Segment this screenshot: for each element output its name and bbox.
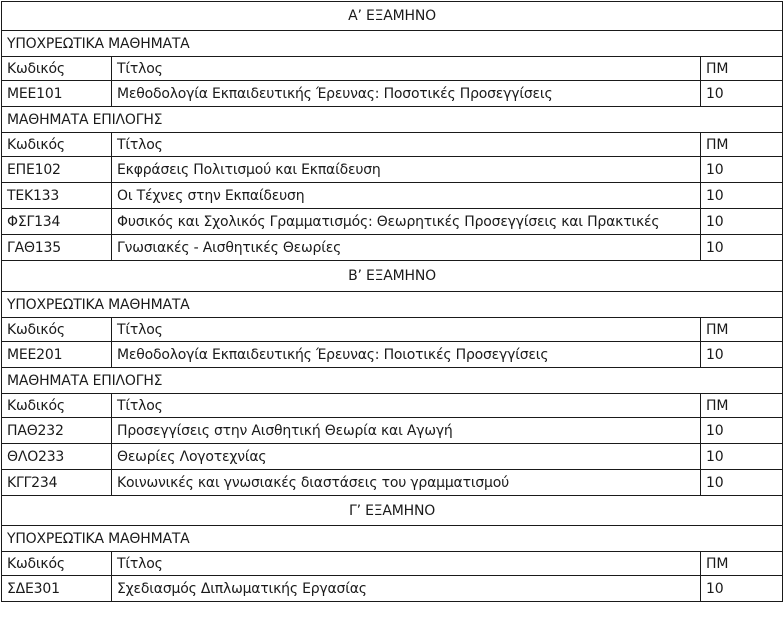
semester-title: Β’ ΕΞΑΜΗΝΟ — [2, 261, 783, 292]
course-title: Θεωρίες Λογοτεχνίας — [112, 444, 701, 470]
course-pm: 10 — [701, 183, 783, 209]
course-code: ΠΑΘ232 — [2, 418, 112, 444]
section-label-required: ΥΠΟΧΡΕΩΤΙΚΑ ΜΑΘΗΜΑΤΑ — [2, 292, 783, 318]
section-label-required: ΥΠΟΧΡΕΩΤΙΚΑ ΜΑΘΗΜΑΤΑ — [2, 31, 783, 57]
course-code: ΓΑΘ135 — [2, 235, 112, 261]
semester-a-row — [2, 2, 783, 31]
header-pm: ΠΜ — [701, 57, 783, 81]
course-row — [2, 576, 783, 602]
course-code: ΤΕΚ133 — [2, 183, 112, 209]
course-code: ΜΕΕ201 — [2, 342, 112, 368]
course-row — [2, 342, 783, 368]
course-title: Μεθοδολογία Εκπαιδευτικής Έρευνας: Ποιοτικές Προσεγγίσεις — [112, 342, 701, 368]
course-pm: 10 — [701, 418, 783, 444]
section-row-required — [2, 31, 783, 57]
course-row — [2, 444, 783, 470]
course-code: ΚΓΓ234 — [2, 470, 112, 496]
course-row — [2, 470, 783, 496]
section-row-required — [2, 526, 783, 552]
course-code: ΦΣΓ134 — [2, 209, 112, 235]
header-pm: ΠΜ — [701, 318, 783, 342]
course-code: ΜΕΕ101 — [2, 81, 112, 107]
header-row — [2, 133, 783, 157]
course-pm: 10 — [701, 81, 783, 107]
header-pm: ΠΜ — [701, 552, 783, 576]
course-code: ΘΛΟ233 — [2, 444, 112, 470]
course-title: Προσεγγίσεις στην Αισθητική Θεωρία και Αγωγή — [112, 418, 701, 444]
course-title: Εκφράσεις Πολιτισμού και Εκπαίδευση — [112, 157, 701, 183]
header-row — [2, 318, 783, 342]
section-row-elective — [2, 368, 783, 394]
course-code: ΕΠΕ102 — [2, 157, 112, 183]
section-label-required: ΥΠΟΧΡΕΩΤΙΚΑ ΜΑΘΗΜΑΤΑ — [2, 526, 783, 552]
header-code: Κωδικός — [2, 318, 112, 342]
header-title: Τίτλος — [112, 133, 701, 157]
header-pm: ΠΜ — [701, 133, 783, 157]
header-title: Τίτλος — [112, 57, 701, 81]
header-row — [2, 394, 783, 418]
course-row — [2, 157, 783, 183]
course-title: Μεθοδολογία Εκπαιδευτικής Έρευνας: Ποσοτικές Προσεγγίσεις — [112, 81, 701, 107]
semester-title: Γ’ ΕΞΑΜΗΝΟ — [2, 496, 783, 526]
course-title: Γνωσιακές - Αισθητικές Θεωρίες — [112, 235, 701, 261]
course-pm: 10 — [701, 157, 783, 183]
header-pm: ΠΜ — [701, 394, 783, 418]
section-row-elective — [2, 107, 783, 133]
course-pm: 10 — [701, 576, 783, 602]
header-code: Κωδικός — [2, 552, 112, 576]
curriculum-table — [1, 1, 783, 602]
course-title: Οι Τέχνες στην Εκπαίδευση — [112, 183, 701, 209]
header-row — [2, 57, 783, 81]
semester-title: Α’ ΕΞΑΜΗΝΟ — [2, 2, 783, 31]
course-row — [2, 235, 783, 261]
course-title: Φυσικός και Σχολικός Γραμματισμός: Θεωρητικές Προσεγγίσεις και Πρακτικές — [112, 209, 701, 235]
section-row-required — [2, 292, 783, 318]
header-title: Τίτλος — [112, 318, 701, 342]
semester-b-row — [2, 261, 783, 292]
course-row — [2, 209, 783, 235]
course-pm: 10 — [701, 342, 783, 368]
course-pm: 10 — [701, 470, 783, 496]
course-pm: 10 — [701, 235, 783, 261]
course-title: Κοινωνικές και γνωσιακές διαστάσεις του γραμματισμού — [112, 470, 701, 496]
course-pm: 10 — [701, 209, 783, 235]
header-code: Κωδικός — [2, 394, 112, 418]
section-label-elective: ΜΑΘΗΜΑΤΑ ΕΠΙΛΟΓΗΣ — [2, 368, 783, 394]
header-title: Τίτλος — [112, 394, 701, 418]
course-pm: 10 — [701, 444, 783, 470]
course-title: Σχεδιασμός Διπλωματικής Εργασίας — [112, 576, 701, 602]
header-code: Κωδικός — [2, 57, 112, 81]
course-row — [2, 418, 783, 444]
header-title: Τίτλος — [112, 552, 701, 576]
course-row — [2, 183, 783, 209]
course-code: ΣΔΕ301 — [2, 576, 112, 602]
section-label-elective: ΜΑΘΗΜΑΤΑ ΕΠΙΛΟΓΗΣ — [2, 107, 783, 133]
header-row — [2, 552, 783, 576]
course-row — [2, 81, 783, 107]
header-code: Κωδικός — [2, 133, 112, 157]
semester-c-row — [2, 496, 783, 526]
